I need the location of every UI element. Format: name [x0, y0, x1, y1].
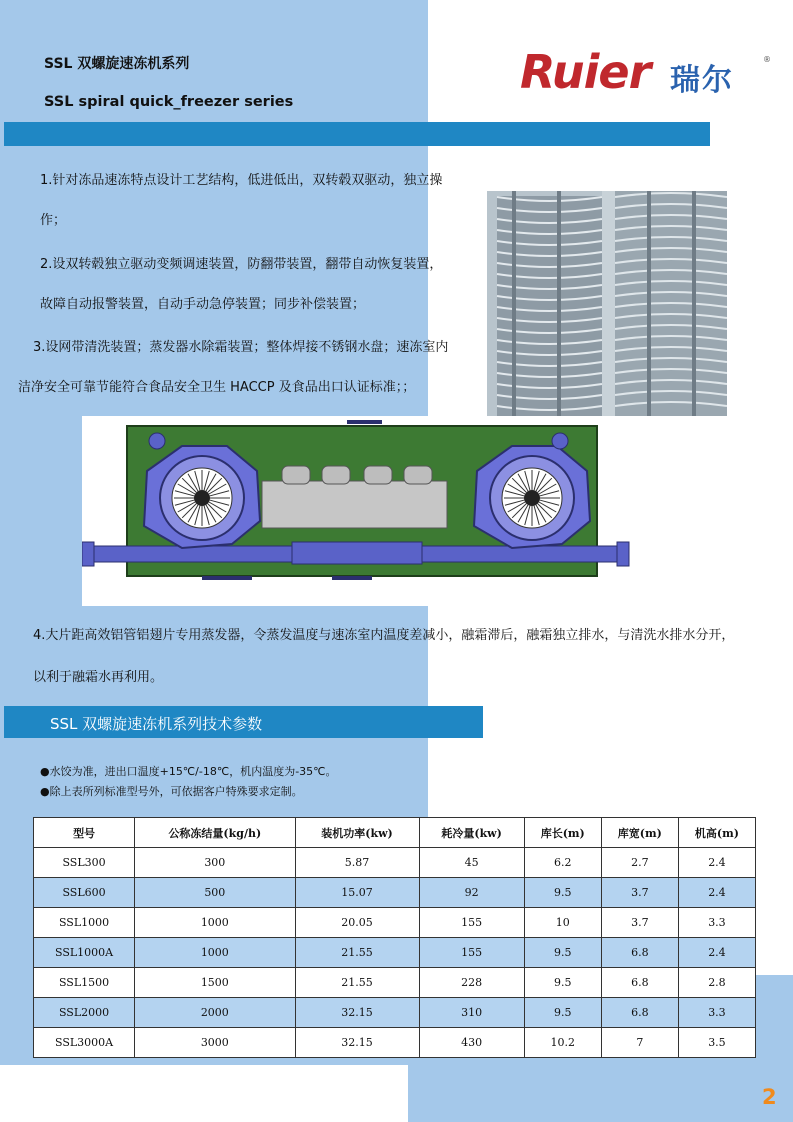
feature-3-line-2: 洁净安全可靠节能符合食品安全卫生 HACCP 及食品出口认证标准；；	[18, 380, 416, 395]
table-cell: 32.15	[295, 1028, 419, 1058]
table-cell: 7	[601, 1028, 678, 1058]
header-capacity: 公称冻结量(kg/h)	[135, 818, 295, 848]
table-cell: 155	[419, 938, 524, 968]
table-cell: 20.05	[295, 908, 419, 938]
header-power: 装机功率(kw)	[295, 818, 419, 848]
spec-table	[33, 817, 756, 1058]
table-cell: 92	[419, 878, 524, 908]
table-cell: 6.8	[601, 968, 678, 998]
header-divider-bar	[4, 122, 710, 146]
table-cell: 15.07	[295, 878, 419, 908]
table-row	[34, 908, 756, 938]
table-cell: 9.5	[524, 878, 601, 908]
feature-2-line-2: 故障自动报警装置，自动手动急停装置；同步补偿装置；	[40, 297, 366, 312]
table-cell: 6.8	[601, 938, 678, 968]
table-cell: 310	[419, 998, 524, 1028]
table-cell: 2.8	[678, 968, 755, 998]
table-cell: 9.5	[524, 968, 601, 998]
table-cell: 3.3	[678, 998, 755, 1028]
table-row	[34, 1028, 756, 1058]
feature-4-line-1: 4.大片距高效铝管铝翅片专用蒸发器，令蒸发温度与速冻室内温度差减小，融霜滞后，融霜独立排水，与清洗水排水分开，	[33, 628, 735, 643]
table-cell: 3.3	[678, 908, 755, 938]
table-cell: 500	[135, 878, 295, 908]
page-number: 2	[762, 1085, 777, 1109]
table-cell: 1000	[135, 938, 295, 968]
registered-mark: ®	[763, 55, 771, 64]
table-cell: SSL1000	[34, 908, 135, 938]
spiral-freezer-photo	[487, 191, 727, 416]
table-cell: 3.5	[678, 1028, 755, 1058]
table-cell: SSL600	[34, 878, 135, 908]
header-height: 机高(m)	[678, 818, 755, 848]
freezer-plan-view	[82, 416, 707, 606]
page-background-bottom-left	[0, 1065, 408, 1122]
table-cell: 10.2	[524, 1028, 601, 1058]
table-cell: 3.7	[601, 908, 678, 938]
table-row	[34, 998, 756, 1028]
table-cell: 21.55	[295, 938, 419, 968]
feature-2-line-1: 2.设双转毂独立驱动变频调速装置，防翻带装置，翻带自动恢复装置，	[40, 257, 443, 272]
table-row	[34, 938, 756, 968]
table-cell: 21.55	[295, 968, 419, 998]
table-cell: 45	[419, 848, 524, 878]
table-cell: SSL3000A	[34, 1028, 135, 1058]
spec-table-header-row	[34, 818, 756, 848]
table-cell: 2.4	[678, 878, 755, 908]
table-cell: 3000	[135, 1028, 295, 1058]
spec-note-2: ●除上表所列标准型号外，可依据客户特殊要求定制。	[40, 785, 303, 798]
table-cell: 9.5	[524, 938, 601, 968]
table-cell: SSL300	[34, 848, 135, 878]
table-cell: 1000	[135, 908, 295, 938]
table-cell: 1500	[135, 968, 295, 998]
table-cell: 9.5	[524, 998, 601, 1028]
table-cell: SSL1000A	[34, 938, 135, 968]
table-row	[34, 968, 756, 998]
table-cell: 6.8	[601, 998, 678, 1028]
table-row	[34, 848, 756, 878]
header-width: 库宽(m)	[601, 818, 678, 848]
logo-latin-text: Ruier	[520, 45, 651, 99]
page-title-cn: SSL 双螺旋速冻机系列	[44, 56, 190, 72]
header-model: 型号	[34, 818, 135, 848]
spec-note-1: ●水饺为准，进出口温度+15℃/-18℃，机内温度为-35℃。	[40, 765, 337, 778]
page-title-en: SSL spiral quick_freezer series	[44, 94, 294, 110]
table-cell: 10	[524, 908, 601, 938]
feature-4-line-2: 以利于融霜水再利用。	[33, 670, 164, 685]
table-cell: 155	[419, 908, 524, 938]
logo-cn-text: 瑞尔	[670, 63, 734, 98]
table-cell: 3.7	[601, 878, 678, 908]
table-cell: 430	[419, 1028, 524, 1058]
ruier-logo	[520, 45, 775, 100]
freezer-layout-diagram	[82, 416, 707, 606]
table-cell: 5.87	[295, 848, 419, 878]
feature-1-line-1: 1.针对冻品速冻特点设计工艺结构，低进低出，双转毂双驱动，独立操	[40, 173, 443, 188]
table-cell: 2000	[135, 998, 295, 1028]
header-cooling: 耗冷量(kw)	[419, 818, 524, 848]
feature-1-line-2: 作；	[40, 213, 67, 228]
table-row	[34, 878, 756, 908]
table-cell: 6.2	[524, 848, 601, 878]
header-length: 库长(m)	[524, 818, 601, 848]
spec-section-title: SSL 双螺旋速冻机系列技术参数	[50, 715, 263, 733]
table-cell: 2.7	[601, 848, 678, 878]
table-cell: 2.4	[678, 848, 755, 878]
table-cell: 32.15	[295, 998, 419, 1028]
table-cell: SSL2000	[34, 998, 135, 1028]
feature-3-line-1: 3.设网带清洗装置；蒸发器水除霜装置；整体焊接不锈钢水盘；速冻室内	[33, 340, 449, 355]
table-cell: SSL1500	[34, 968, 135, 998]
table-cell: 300	[135, 848, 295, 878]
table-cell: 2.4	[678, 938, 755, 968]
table-cell: 228	[419, 968, 524, 998]
spiral-tower-illustration	[487, 191, 727, 416]
